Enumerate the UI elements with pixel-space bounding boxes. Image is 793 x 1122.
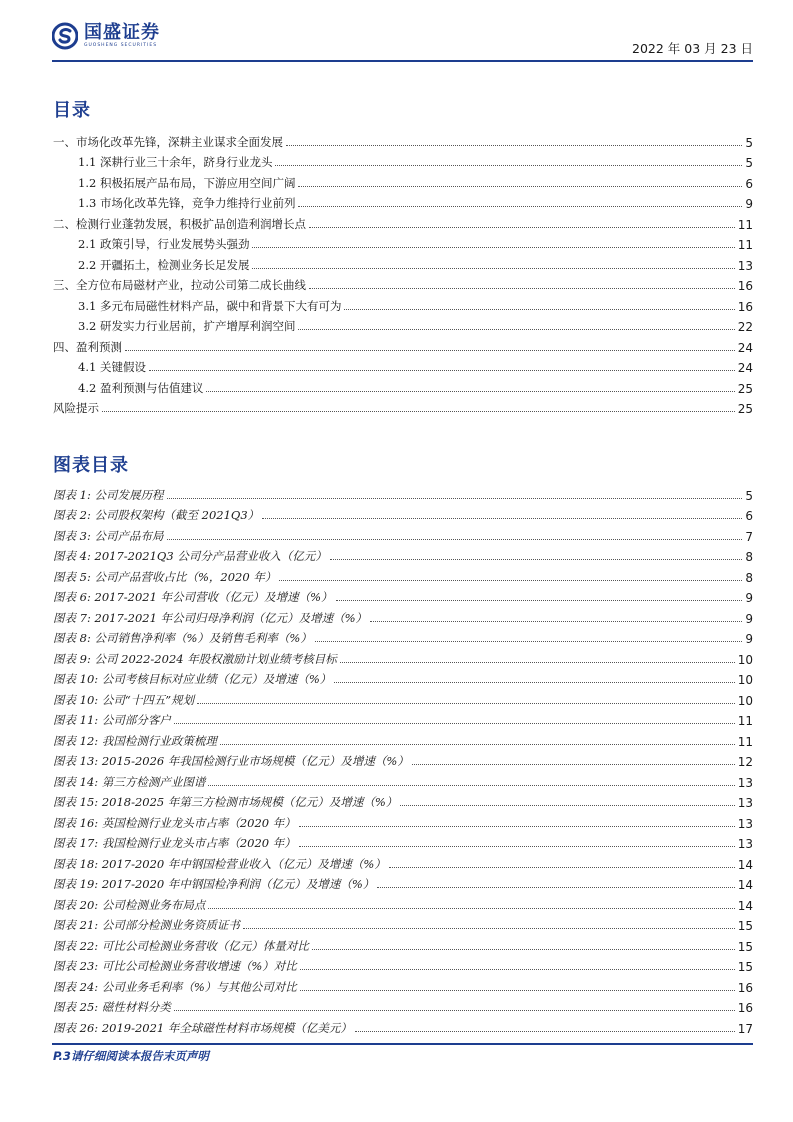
toc-entry-label: 2.1 政策引导，行业发展势头强劲 — [78, 237, 250, 251]
figure-entry[interactable] — [53, 646, 753, 667]
toc-list — [53, 129, 753, 416]
figure-entry-page: 15 — [737, 919, 753, 933]
leader-dots — [174, 1010, 735, 1011]
leader-dots — [298, 186, 742, 187]
figure-entry-label: 图表 8: 公司销售净利率（%）及销售毛利率（%） — [53, 631, 312, 645]
leader-dots — [149, 370, 735, 371]
toc-title: 目录 — [53, 100, 91, 121]
figure-entry-page: 17 — [737, 1021, 753, 1036]
figure-entry[interactable] — [53, 872, 753, 893]
footer-divider — [52, 1043, 753, 1045]
toc-entry[interactable] — [53, 150, 753, 171]
figure-entry-page: 5 — [745, 488, 753, 503]
toc-entry-page: 16 — [737, 279, 753, 293]
toc-entry-label: 1.3 市场化改革先锋，竞争力维持行业前列 — [78, 196, 296, 210]
figure-entry[interactable] — [53, 995, 753, 1016]
figure-entry-page: 14 — [737, 878, 753, 892]
leader-dots — [286, 145, 742, 146]
leader-dots — [167, 498, 743, 499]
leader-dots — [243, 928, 735, 929]
leader-dots — [355, 1031, 735, 1032]
figure-entry-label: 图表 3: 公司产品布局 — [53, 528, 164, 543]
figure-entry-page: 14 — [737, 857, 753, 872]
figure-entry[interactable] — [53, 626, 753, 647]
figure-entry-page: 13 — [737, 816, 753, 831]
figure-entry-label: 图表 7: 2017-2021 年公司归母净利润（亿元）及增速（%） — [53, 610, 368, 625]
figure-entry[interactable] — [53, 708, 753, 729]
figure-entry[interactable] — [53, 913, 753, 934]
toc-entry[interactable] — [53, 211, 753, 232]
toc-entry[interactable] — [53, 129, 753, 150]
figure-entry-label: 图表 12: 我国检测行业政策梳理 — [53, 733, 217, 748]
toc-entry-label: 1.2 积极拓展产品布局，下游应用空间广阔 — [78, 175, 296, 190]
toc-entry-page: 11 — [737, 238, 753, 252]
figure-entry[interactable] — [53, 933, 753, 954]
toc-entry-page: 5 — [745, 135, 753, 150]
leader-dots — [208, 908, 734, 909]
figure-entry-page: 13 — [737, 837, 753, 851]
figure-entry-page: 11 — [737, 714, 753, 728]
toc-entry[interactable] — [53, 293, 753, 314]
figure-entry[interactable] — [53, 728, 753, 749]
toc-entry[interactable] — [53, 334, 753, 355]
figure-entry-label: 图表 26: 2019-2021 年全球磁性材料市场规模（亿美元） — [53, 1020, 352, 1035]
figure-entry-label: 图表 20: 公司检测业务布局点 — [53, 897, 206, 912]
toc-entry-page: 22 — [737, 320, 753, 334]
figure-entry-page: 10 — [737, 693, 753, 708]
toc-entry-page: 16 — [737, 299, 753, 314]
toc-entry[interactable] — [53, 314, 753, 335]
figure-entry-label: 图表 18: 2017-2020 年中钢国检营业收入（亿元）及增速（%） — [53, 856, 386, 871]
toc-entry[interactable] — [53, 232, 753, 253]
figure-entry[interactable] — [53, 851, 753, 872]
toc-entry-label: 3.1 多元布局磁性材料产品，碳中和背景下大有可为 — [78, 298, 342, 313]
figure-entry-label: 图表 16: 英国检测行业龙头市占率（2020 年） — [53, 815, 296, 830]
leader-dots — [220, 744, 735, 745]
figure-entry[interactable] — [53, 831, 753, 852]
leader-dots — [299, 846, 735, 847]
leader-dots — [330, 559, 743, 560]
leader-dots — [174, 723, 735, 724]
figure-entry-label: 图表 2: 公司股权架构（截至 2021Q3） — [53, 508, 260, 522]
leader-dots — [309, 227, 735, 228]
figure-entry-label: 图表 23: 可比公司检测业务营收增速（%）对比 — [53, 959, 297, 973]
leader-dots — [298, 329, 734, 330]
leader-dots — [197, 703, 735, 704]
leader-dots — [340, 662, 735, 663]
figure-entry-label: 图表 4: 2017-2021Q3 公司分产品营业收入（亿元） — [53, 549, 327, 563]
leader-dots — [334, 682, 734, 683]
page-header — [52, 22, 753, 62]
figure-entry-page: 13 — [737, 775, 753, 790]
figure-entry-page: 15 — [737, 960, 753, 974]
toc-entry-label: 1.1 深耕行业三十余年，跻身行业龙头 — [78, 155, 273, 169]
leader-dots — [389, 867, 735, 868]
toc-entry-page: 6 — [745, 176, 753, 191]
figure-entry-page: 11 — [737, 734, 753, 749]
figure-entry-page: 6 — [745, 509, 753, 523]
leader-dots — [279, 580, 742, 581]
figure-entry[interactable] — [53, 503, 753, 524]
figure-entry[interactable] — [53, 974, 753, 995]
figure-entry-page: 9 — [745, 611, 753, 626]
figure-entry-page: 10 — [737, 652, 753, 667]
leader-dots — [252, 247, 734, 248]
toc-entry-page: 5 — [745, 156, 753, 170]
figure-entry-page: 8 — [745, 570, 753, 585]
leader-dots — [252, 268, 734, 269]
toc-entry[interactable] — [53, 396, 753, 417]
leader-dots — [344, 309, 734, 310]
figure-entry-label: 图表 6: 2017-2021 年公司营收（亿元）及增速（%） — [53, 590, 333, 604]
figure-entry-page: 8 — [745, 550, 753, 564]
leader-dots — [315, 641, 743, 642]
figures-title: 图表目录 — [53, 455, 129, 476]
leader-dots — [208, 785, 734, 786]
figures-list — [53, 482, 753, 1036]
footer-disclaimer: P.3请仔细阅读本报告末页声明 — [53, 1049, 209, 1063]
brand-logo — [52, 22, 160, 50]
toc-entry-page: 11 — [737, 217, 753, 232]
toc-entry-page: 24 — [737, 361, 753, 375]
toc-entry-label: 二、检测行业蓬勃发展，积极扩品创造利润增长点 — [53, 216, 306, 231]
figure-entry-page: 12 — [737, 755, 753, 769]
toc-entry[interactable] — [53, 273, 753, 294]
figure-entry-page: 16 — [737, 1001, 753, 1015]
figure-entry-page: 7 — [745, 529, 753, 544]
figure-entry[interactable] — [53, 564, 753, 585]
figure-entry-label: 图表 14: 第三方检测产业图谱 — [53, 774, 206, 789]
figure-entry[interactable] — [53, 790, 753, 811]
figure-entry-label: 图表 21: 公司部分检测业务资质证书 — [53, 918, 240, 932]
leader-dots — [370, 621, 742, 622]
figure-entry-label: 图表 9: 公司 2022-2024 年股权激励计划业绩考核目标 — [53, 651, 337, 666]
figure-entry-page: 10 — [737, 673, 753, 687]
toc-entry[interactable] — [53, 375, 753, 396]
leader-dots — [262, 518, 742, 519]
brand-name-cn: 国盛证券 — [84, 22, 160, 43]
figure-entry-page: 16 — [737, 980, 753, 995]
guosheng-logo-icon — [52, 22, 78, 50]
figure-entry-page: 14 — [737, 898, 753, 913]
leader-dots — [299, 826, 735, 827]
figure-entry[interactable] — [53, 1015, 753, 1036]
leader-dots — [377, 887, 734, 888]
toc-entry-page: 9 — [745, 197, 753, 211]
brand-name-en: GUOSHENG SECURITIES — [84, 43, 158, 48]
leader-dots — [300, 990, 735, 991]
leader-dots — [125, 350, 735, 351]
figure-entry-label: 图表 19: 2017-2020 年中钢国检净利润（亿元）及增速（%） — [53, 877, 375, 891]
toc-entry[interactable] — [53, 191, 753, 212]
toc-entry-label: 2.2 开疆拓土，检测业务长足发展 — [78, 257, 250, 272]
figure-entry[interactable] — [53, 810, 753, 831]
leader-dots — [336, 600, 743, 601]
figure-entry[interactable] — [53, 482, 753, 503]
figure-entry-page: 9 — [745, 591, 753, 605]
toc-entry-page: 25 — [737, 402, 753, 416]
toc-entry[interactable] — [53, 252, 753, 273]
leader-dots — [167, 539, 743, 540]
figure-entry-label: 图表 17: 我国检测行业龙头市占率（2020 年） — [53, 836, 296, 850]
leader-dots — [400, 805, 734, 806]
toc-entry-label: 三、全方位布局磁材产业，拉动公司第二成长曲线 — [53, 278, 306, 292]
figure-entry-label: 图表 11: 公司部分客户 — [53, 713, 171, 727]
toc-entry-label: 4.1 关键假设 — [78, 360, 146, 374]
figure-entry-label: 图表 10: 公司考核目标对应业绩（亿元）及增速（%） — [53, 672, 332, 686]
figure-entry-label: 图表 22: 可比公司检测业务营收（亿元）体量对比 — [53, 938, 309, 953]
leader-dots — [312, 949, 735, 950]
toc-entry-page: 24 — [737, 340, 753, 355]
figure-entry[interactable] — [53, 523, 753, 544]
figure-entry[interactable] — [53, 667, 753, 688]
leader-dots — [206, 391, 734, 392]
figure-entry[interactable] — [53, 749, 753, 770]
toc-entry-label: 风险提示 — [53, 401, 99, 415]
figure-entry-label: 图表 5: 公司产品营收占比（%，2020 年） — [53, 569, 277, 584]
toc-entry[interactable] — [53, 170, 753, 191]
figure-entry-page: 15 — [737, 939, 753, 954]
toc-entry-label: 一、市场化改革先锋，深耕主业谋求全面发展 — [53, 134, 283, 149]
figure-entry-label: 图表 25: 磁性材料分类 — [53, 1000, 171, 1014]
figure-entry[interactable] — [53, 892, 753, 913]
figure-entry[interactable] — [53, 605, 753, 626]
leader-dots — [275, 165, 742, 166]
toc-entry-page: 13 — [737, 258, 753, 273]
leader-dots — [300, 969, 735, 970]
figure-entry[interactable] — [53, 544, 753, 565]
header-divider — [52, 60, 753, 62]
figure-entry-label: 图表 10: 公司“十四五”规划 — [53, 692, 195, 707]
figure-entry-label: 图表 13: 2015-2026 年我国检测行业市场规模（亿元）及增速（%） — [53, 754, 409, 768]
figure-entry-label: 图表 1: 公司发展历程 — [53, 487, 164, 502]
figure-entry-page: 13 — [737, 796, 753, 810]
figure-entry[interactable] — [53, 954, 753, 975]
figure-entry-page: 9 — [745, 632, 753, 646]
report-date: 2022 年 03 月 23 日 — [632, 41, 753, 56]
leader-dots — [298, 206, 742, 207]
figure-entry-label: 图表 24: 公司业务毛利率（%）与其他公司对比 — [53, 979, 297, 994]
toc-entry-page: 25 — [737, 381, 753, 396]
leader-dots — [102, 411, 735, 412]
figure-entry[interactable] — [53, 585, 753, 606]
figure-entry-label: 图表 15: 2018-2025 年第三方检测市场规模（亿元）及增速（%） — [53, 795, 398, 809]
leader-dots — [309, 288, 735, 289]
figure-entry[interactable] — [53, 769, 753, 790]
figure-entry[interactable] — [53, 687, 753, 708]
leader-dots — [412, 764, 735, 765]
toc-entry[interactable] — [53, 355, 753, 376]
toc-entry-label: 四、盈利预测 — [53, 339, 122, 354]
toc-entry-label: 4.2 盈利预测与估值建议 — [78, 380, 204, 395]
toc-entry-label: 3.2 研发实力行业居前，扩产增厚利润空间 — [78, 319, 296, 333]
